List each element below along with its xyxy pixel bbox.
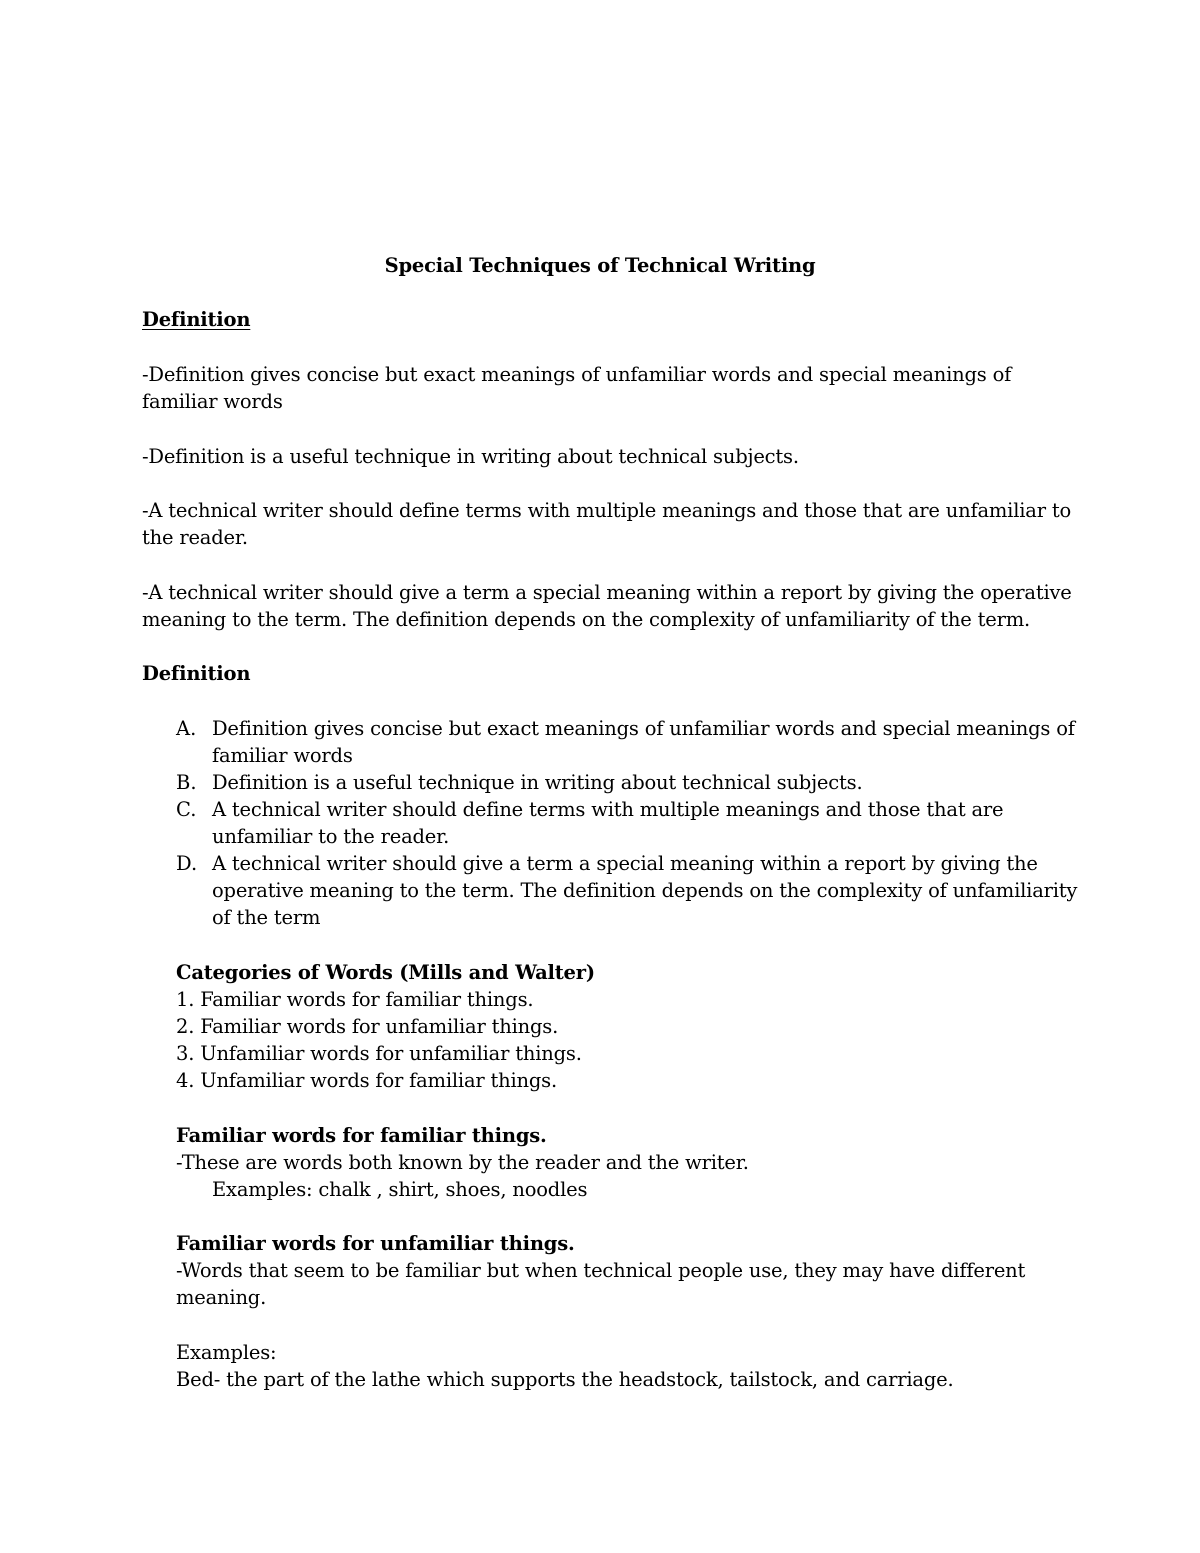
list-item-line: Definition is a useful technique in writing about technical subjects. <box>212 771 863 794</box>
paragraph-line: meaning to the term. The definition depends on the complexity of unfamiliarity of the term. <box>142 608 1030 631</box>
paragraph-line: the reader. <box>142 526 248 549</box>
list-item-label: C. <box>176 798 197 821</box>
paragraph-line: familiar words <box>142 390 283 413</box>
list-item-line: A technical writer should define terms with multiple meanings and those that are <box>212 798 1004 821</box>
list-item-line: Definition gives concise but exact meanings of unfamiliar words and special meanings of <box>212 717 1075 740</box>
category-item: 3. Unfamiliar words for unfamiliar things. <box>176 1042 582 1065</box>
list-item-line: unfamiliar to the reader. <box>212 825 450 848</box>
list-item-label: B. <box>176 771 197 794</box>
familiar-familiar-heading: Familiar words for familiar things. <box>176 1124 547 1147</box>
category-item: 2. Familiar words for unfamiliar things. <box>176 1015 559 1038</box>
paragraph-line: -A technical writer should define terms with multiple meanings and those that are unfamiliar to <box>142 499 1072 522</box>
familiar-unfamiliar-line: -Words that seem to be familiar but when technical people use, they may have different <box>176 1259 1026 1282</box>
paragraph-line: -Definition gives concise but exact meanings of unfamiliar words and special meanings of <box>142 363 1012 386</box>
familiar-unfamiliar-line: meaning. <box>176 1286 267 1309</box>
paragraph-line: -Definition is a useful technique in writing about technical subjects. <box>142 445 799 468</box>
list-item-label: A. <box>176 717 197 740</box>
page-title: Special Techniques of Technical Writing <box>384 254 816 277</box>
familiar-familiar-text: -These are words both known by the reader and the writer. <box>176 1151 749 1174</box>
section-heading-definition-list: Definition <box>142 662 251 685</box>
list-item-line: operative meaning to the term. The definition depends on the complexity of unfamiliarity <box>212 879 1078 902</box>
list-item-label: D. <box>176 852 198 875</box>
list-item-line: familiar words <box>212 744 353 767</box>
section-heading-definition: Definition <box>142 308 251 331</box>
list-item-line: of the term <box>212 906 321 929</box>
category-item: 4. Unfamiliar words for familiar things. <box>176 1069 557 1092</box>
familiar-familiar-examples: Examples: chalk , shirt, shoes, noodles <box>212 1178 588 1201</box>
familiar-unfamiliar-heading: Familiar words for unfamiliar things. <box>176 1232 575 1255</box>
examples-label: Examples: <box>176 1341 277 1364</box>
categories-heading: Categories of Words (Mills and Walter) <box>176 961 595 984</box>
category-item: 1. Familiar words for familiar things. <box>176 988 534 1011</box>
list-item-line: A technical writer should give a term a special meaning within a report by giving the <box>212 852 1038 875</box>
example-line: Bed- the part of the lathe which supports the headstock, tailstock, and carriage. <box>176 1368 954 1391</box>
paragraph-line: -A technical writer should give a term a special meaning within a report by giving the operative <box>142 581 1072 604</box>
